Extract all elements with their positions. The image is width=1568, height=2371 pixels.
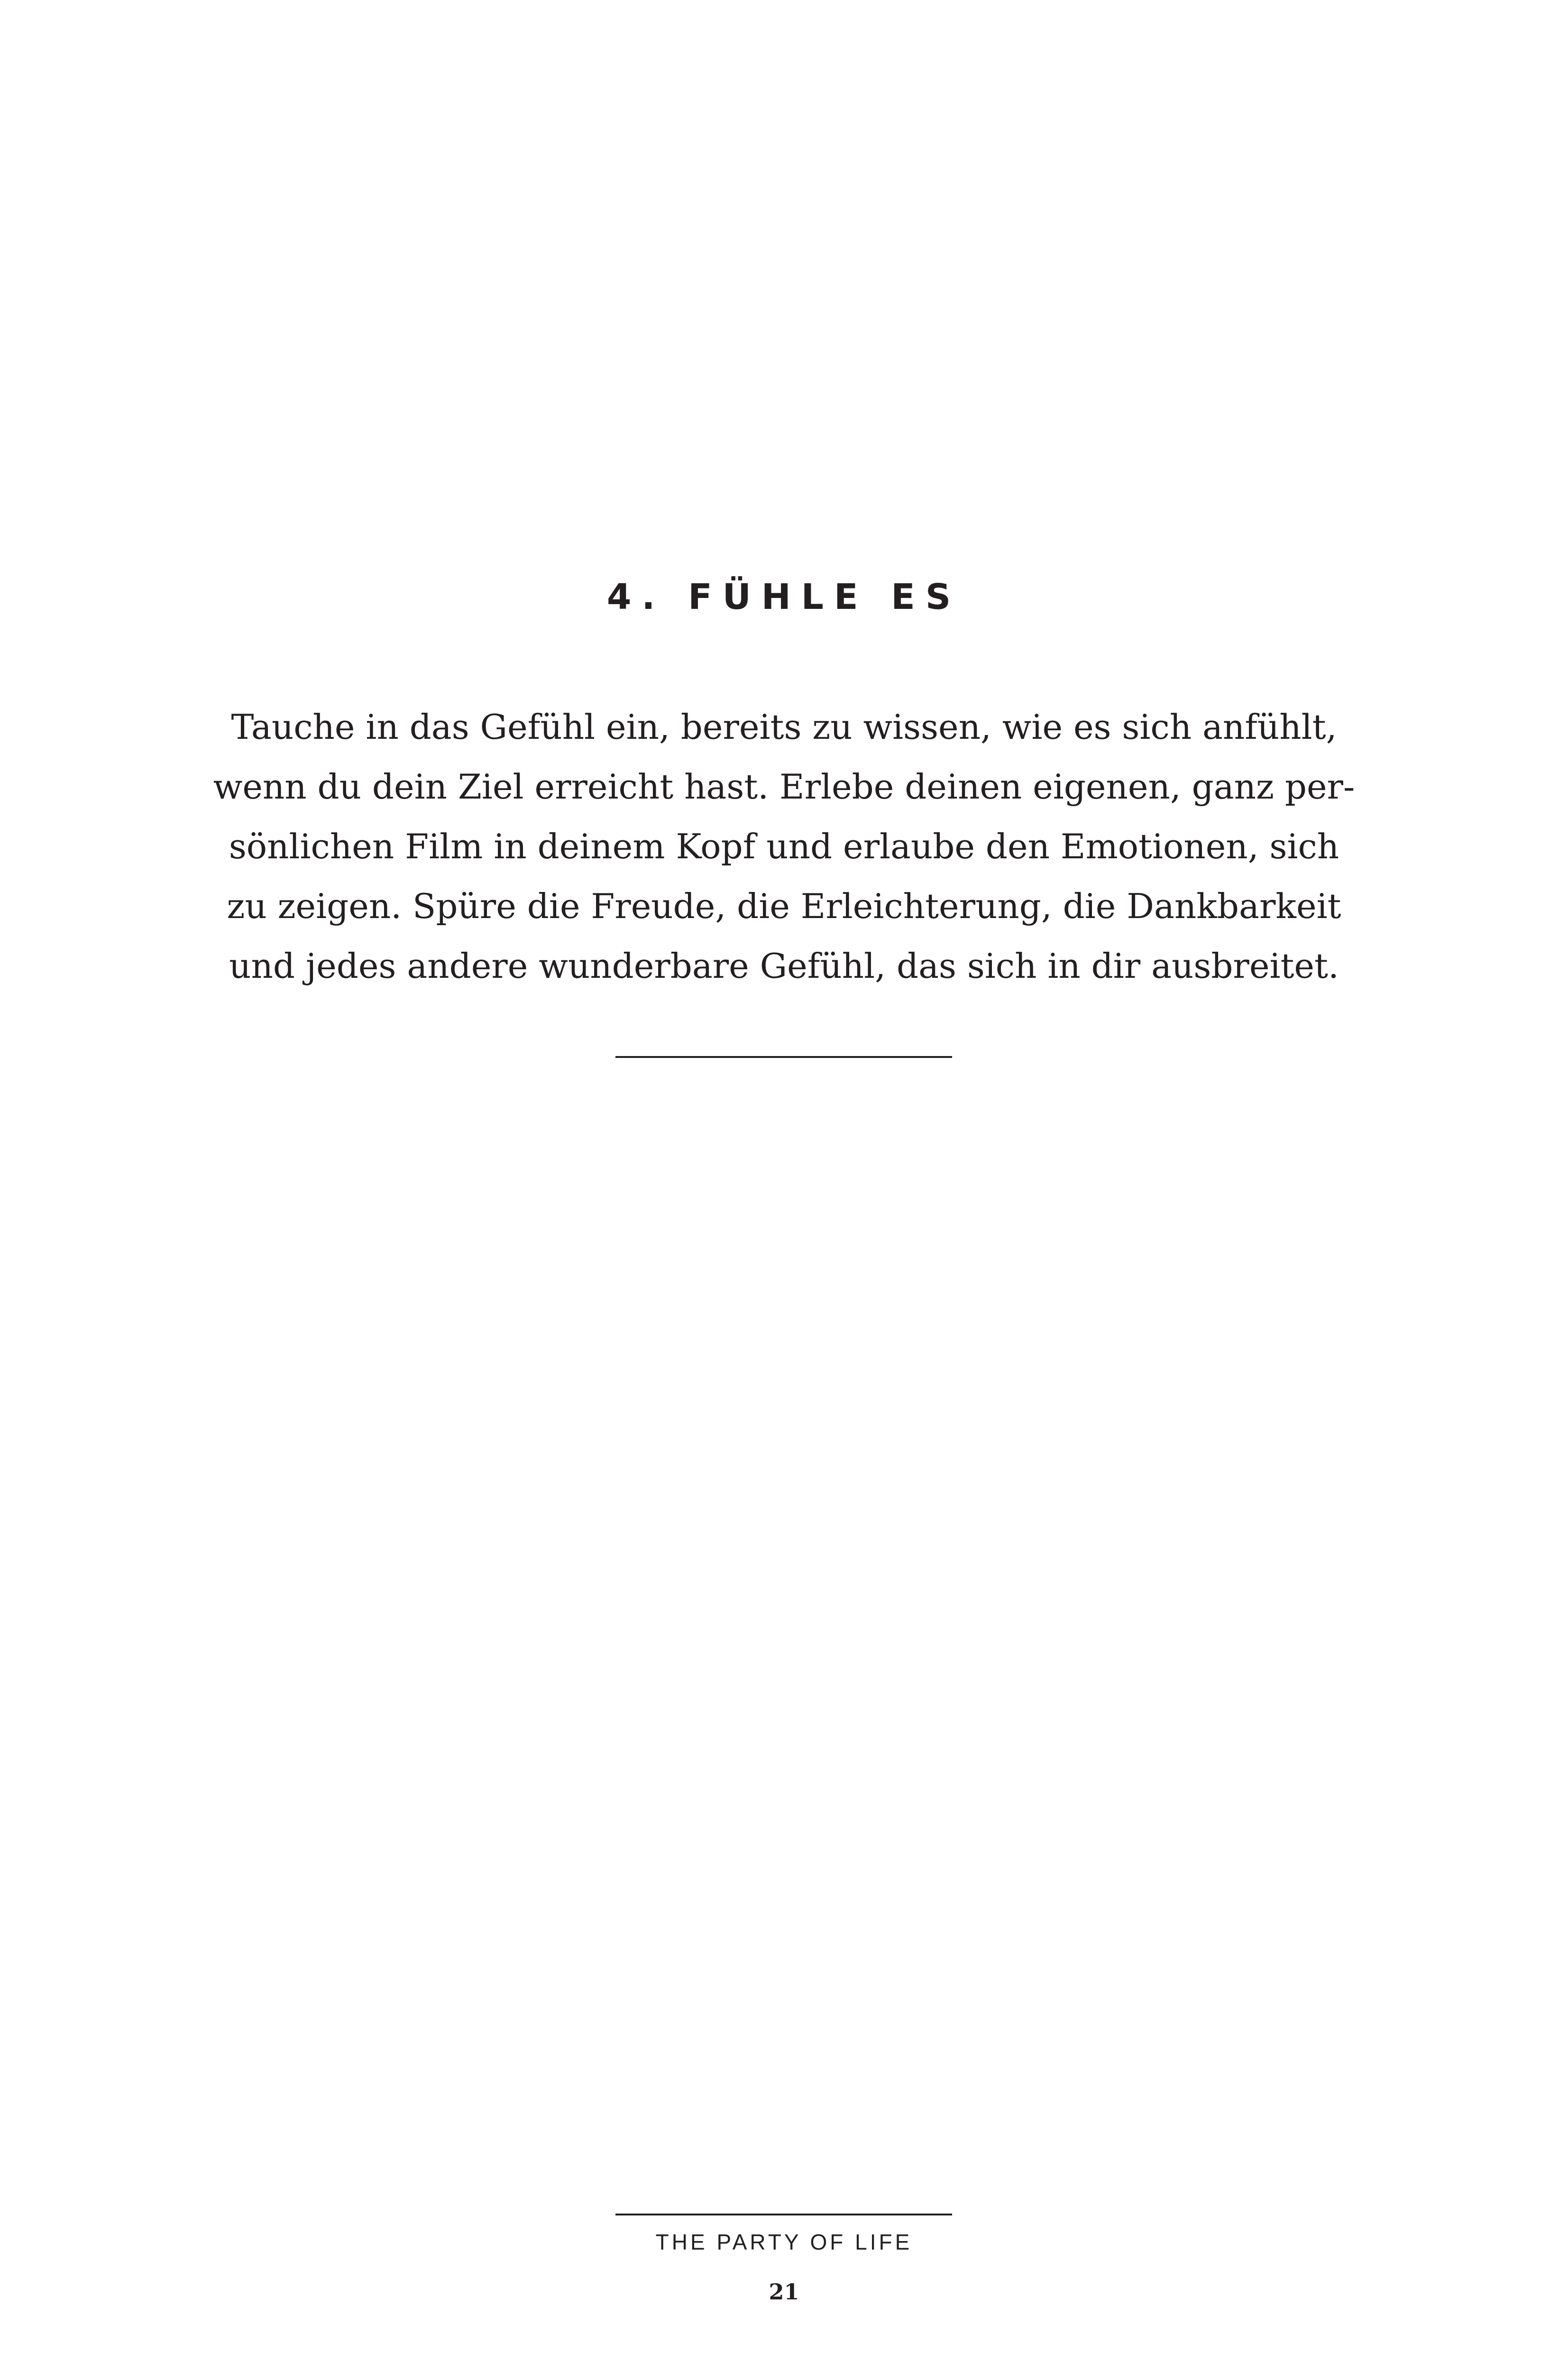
section-heading: 4. FÜHLE ES: [606, 577, 962, 617]
section-divider: [615, 1056, 952, 1058]
paragraph-line: Tauche in das Gefühl ein, bereits zu wissen, wie es sich anfühlt,: [231, 707, 1337, 747]
paragraph-line: und jedes andere wunderbare Gefühl, das sich in dir ausbreitet.: [229, 946, 1339, 986]
paragraph-line: zu zeigen. Spüre die Freude, die Erleichterung, die Dankbarkeit: [227, 886, 1341, 926]
running-footer-title: THE PARTY OF LIFE: [655, 2230, 913, 2254]
paragraph-line: sönlichen Film in deinem Kopf und erlaube den Emotionen, sich: [229, 827, 1339, 866]
paragraph-line: wenn du dein Ziel erreicht hast. Erlebe deinen eigenen, ganz per-: [213, 767, 1355, 807]
footer-divider: [615, 2214, 952, 2215]
body-paragraph: [180, 697, 1388, 996]
page-number: 21: [769, 2279, 799, 2305]
